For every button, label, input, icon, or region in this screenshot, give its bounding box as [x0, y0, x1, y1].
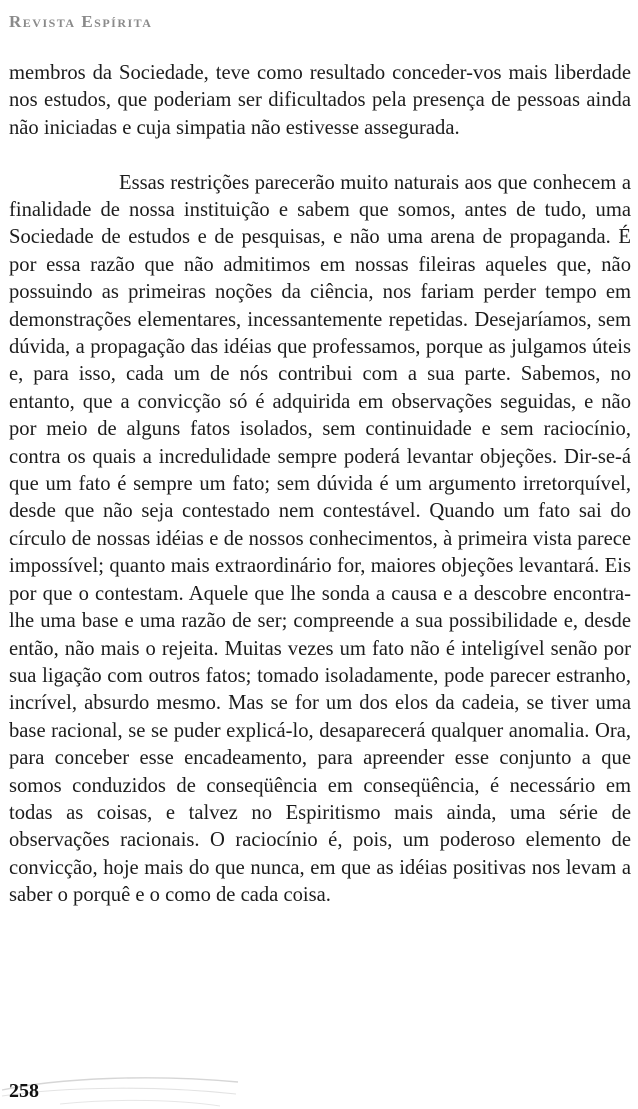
page-number: 258: [9, 1080, 39, 1102]
paragraph-2: Essas restrições parecerão muito naturais aos que conhecem a finalidade de nossa instituição e sabem que somos, antes de tudo, uma Sociedade de estudos e de pesquisas, e não uma arena de propaganda. É por essa razão que não admitimos em nossas fileiras aqueles que, não possuindo as primeiras noções da ciência, nos fariam perder tempo em demonstrações elementares, incessantemente repetidas. Desejaríamos, sem dúvida, a propagação das idéias que professamos, porque as julgamos úteis e, para isso, cada um de nós contribui com a sua parte. Sabemos, no entanto, que a convicção só é adquirida em observações seguidas, e não por meio de alguns fatos isolados, sem continuidade e sem raciocínio, contra os quais a incredulidade sempre poderá levantar objeções. Dir-se-á que um fato é sempre um fato; sem dúvida é um argumento irretorquível, desde que não seja contestado nem contestável. Quando um fato sai do círculo de nossas idéias e de nossos conhecimentos, à primeira vista parece impossível; quanto mais extraordinário for, maiores objeções levantará. Eis por que o contestam. Aquele que lhe sonda a causa e a descobre encontra-lhe uma base e uma razão de ser; compreende a sua possibilidade e, desde então, não mais o rejeita. Muitas vezes um fato não é inteligível senão por sua ligação com outros fatos; tomado isoladamente, pode parecer estranho, incrível, absurdo mesmo. Mas se for um dos elos da cadeia, se tiver uma base racional, se se puder explicá-lo, desaparecerá qualquer anomalia. Ora, para conceber esse encadeamento, para apreender esse conjunto a que somos conduzidos de conseqüência em conseqüência, é necessário em todas as coisas, e talvez no Espiritismo mais ainda, uma série de observações racionais. O raciocínio é, pois, um poderoso elemento de convicção, hoje mais do que nunca, em que as idéias positivas nos levam a saber o porquê e o como de cada coisa.: [9, 171, 631, 907]
running-head-title: Revista Espírita: [9, 12, 153, 31]
paragraph-1: membros da Sociedade, teve como resultado conceder-vos mais liberdade nos estudos, que poderiam ser dificultados pela presença de pessoas ainda não iniciadas e cuja simpatia não estivesse assegurada.: [9, 62, 631, 139]
body-text: [9, 60, 631, 910]
